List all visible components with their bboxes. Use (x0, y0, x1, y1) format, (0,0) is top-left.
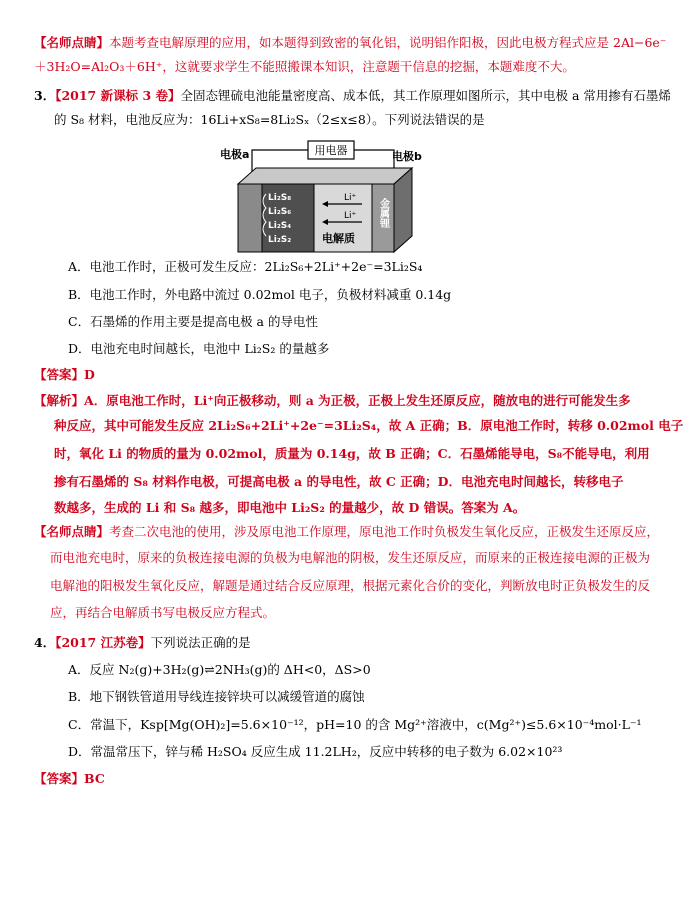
q3-stem-line2: 的 S₈ 材料，电池反应为：16Li+xS₈=8Li₂Sₓ（2≤x≤8）。下列说法错误的是 (54, 112, 485, 127)
species-li2s2: Li₂S₂ (268, 235, 292, 245)
q4-stem (34, 634, 614, 652)
q4-option-a: A．反应 N₂(g)+3H₂(g)⇌2NH₃(g)的 ΔH<0，ΔS>0 (68, 662, 371, 677)
q3-source: 【2017 新课标 3 卷】 (55, 88, 181, 103)
ion-label-2: Li⁺ (344, 211, 357, 221)
q4-stem-text: 下列说法正确的是 (150, 635, 251, 650)
electrode-a-label: 电极a (220, 148, 250, 161)
species-li2s8: Li₂S₈ (268, 193, 292, 203)
ion-label-1: Li⁺ (344, 193, 357, 203)
note1-line2: ＋3H₂O=Al₂O₃＋6H⁺，这就要求学生不能照搬课本知识，注意题干信息的挖掘，本题难度不大。 (34, 59, 575, 74)
q4-number: 4． (34, 635, 56, 650)
note1-label: 【名师点睛】 (34, 35, 110, 50)
q3-explain-line5: 数越多，生成的 Li 和 S₈ 越多，即电池中 Li₂S₂ 的量越少，故 D 错误。答案为 A。 (54, 500, 526, 515)
q3-stem-line1 (34, 87, 671, 105)
q4-answer (34, 770, 614, 788)
note1-text1: 本题考查电解原理的应用，如本题得到致密的氧化铝，说明铝作阳极，因此电极方程式应是 2Al−6e⁻ (109, 35, 667, 50)
q3-answer (34, 366, 614, 384)
q3-note-line4: 应，再结合电解质书写电极反应方程式。 (50, 605, 276, 620)
q4-option-c: C．常温下，Ksp[Mg(OH)₂]=5.6×10⁻¹²，pH=10 的含 Mg²⁺溶液中，c(Mg²⁺)≤5.6×10⁻⁴mol·L⁻¹ (68, 717, 642, 732)
q3-option-c: C．石墨烯的作用主要是提高电极 a 的导电性 (68, 314, 318, 329)
q3-explain-line4: 掺有石墨烯的 S₈ 材料作电极，可提高电极 a 的导电性，故 C 正确；D．电池充电时间越长，转移电子 (54, 474, 624, 489)
q3-note-text1: 考查二次电池的使用，涉及原电池工作原理，原电池工作时负极发生氧化反应，正极发生还原反应， (109, 524, 660, 539)
q3-note-line3: 电解池的阳极发生氧化反应，解题是通过结合反应原理，根据元素化合价的变化，判断放电时正负极发生的反 (50, 578, 651, 593)
q3-option-d: D．电池充电时间越长，电池中 Li₂S₂ 的量越多 (68, 341, 330, 356)
q3-explain-line3: 时，氧化 Li 的物质的量为 0.02mol，质量为 0.14g，故 B 正确；C．石墨烯能导电，S₈不能导电，利用 (54, 446, 650, 461)
q4-source: 【2017 江苏卷】 (55, 635, 151, 650)
q3-note-label: 【名师点睛】 (34, 524, 110, 539)
q3-explain-label: 【解析】 (34, 393, 85, 408)
q3-explain-text1: A．原电池工作时，Li⁺向正极移动，则 a 为正极，正极上发生还原反应，随放电的进行可能发生多 (84, 393, 631, 408)
q3-explain-line2: 种反应，其中可能发生反应 2Li₂S₆+2Li⁺+2e⁻=3Li₂S₄，故 A 正确；B．原电池工作时，转移 0.02mol 电子 (54, 418, 683, 433)
electrolyte-label: 电解质 (322, 232, 355, 245)
q3-note-line1 (34, 523, 660, 541)
q4-answer-label: 【答案】 (34, 771, 85, 786)
q3-option-b: B．电池工作时，外电路中流过 0.02mol 电子，负极材料减重 0.14g (68, 287, 452, 302)
q3-number: 3． (34, 88, 56, 103)
q4-option-d: D．常温常压下，锌与稀 H₂SO₄ 反应生成 11.2LH₂，反应中转移的电子数为 6.02×10²³ (68, 744, 563, 759)
electrode-b-label: 电极b (392, 150, 422, 163)
q3-note-line2: 而电池充电时，原来的负极连接电源的负极为电解池的阴极，发生还原反应，而原来的正极连接电源的正极为 (50, 550, 651, 565)
q4-option-b: B．地下钢铁管道用导线连接锌块可以减缓管道的腐蚀 (68, 689, 365, 704)
q3-stem1: 全固态锂硫电池能量密度高、成本低，其工作原理如图所示，其中电极 a 常用掺有石墨烯 (180, 88, 671, 103)
q4-answer-value: BC (84, 771, 105, 786)
species-li2s4: Li₂S₄ (268, 221, 292, 231)
q3-answer-value: D (84, 367, 95, 382)
q3-explain-line1 (34, 392, 631, 410)
battery-diagram (220, 138, 422, 256)
note1-line1 (34, 34, 667, 52)
lithium-metal-label: 金属锂 (377, 198, 389, 228)
species-li2s6: Li₂S₆ (268, 207, 292, 217)
q3-option-a: A．电池工作时，正极可发生反应：2Li₂S₆+2Li⁺+2e⁻=3Li₂S₄ (68, 259, 423, 274)
q3-answer-label: 【答案】 (34, 367, 85, 382)
appliance-label: 用电器 (314, 144, 348, 157)
